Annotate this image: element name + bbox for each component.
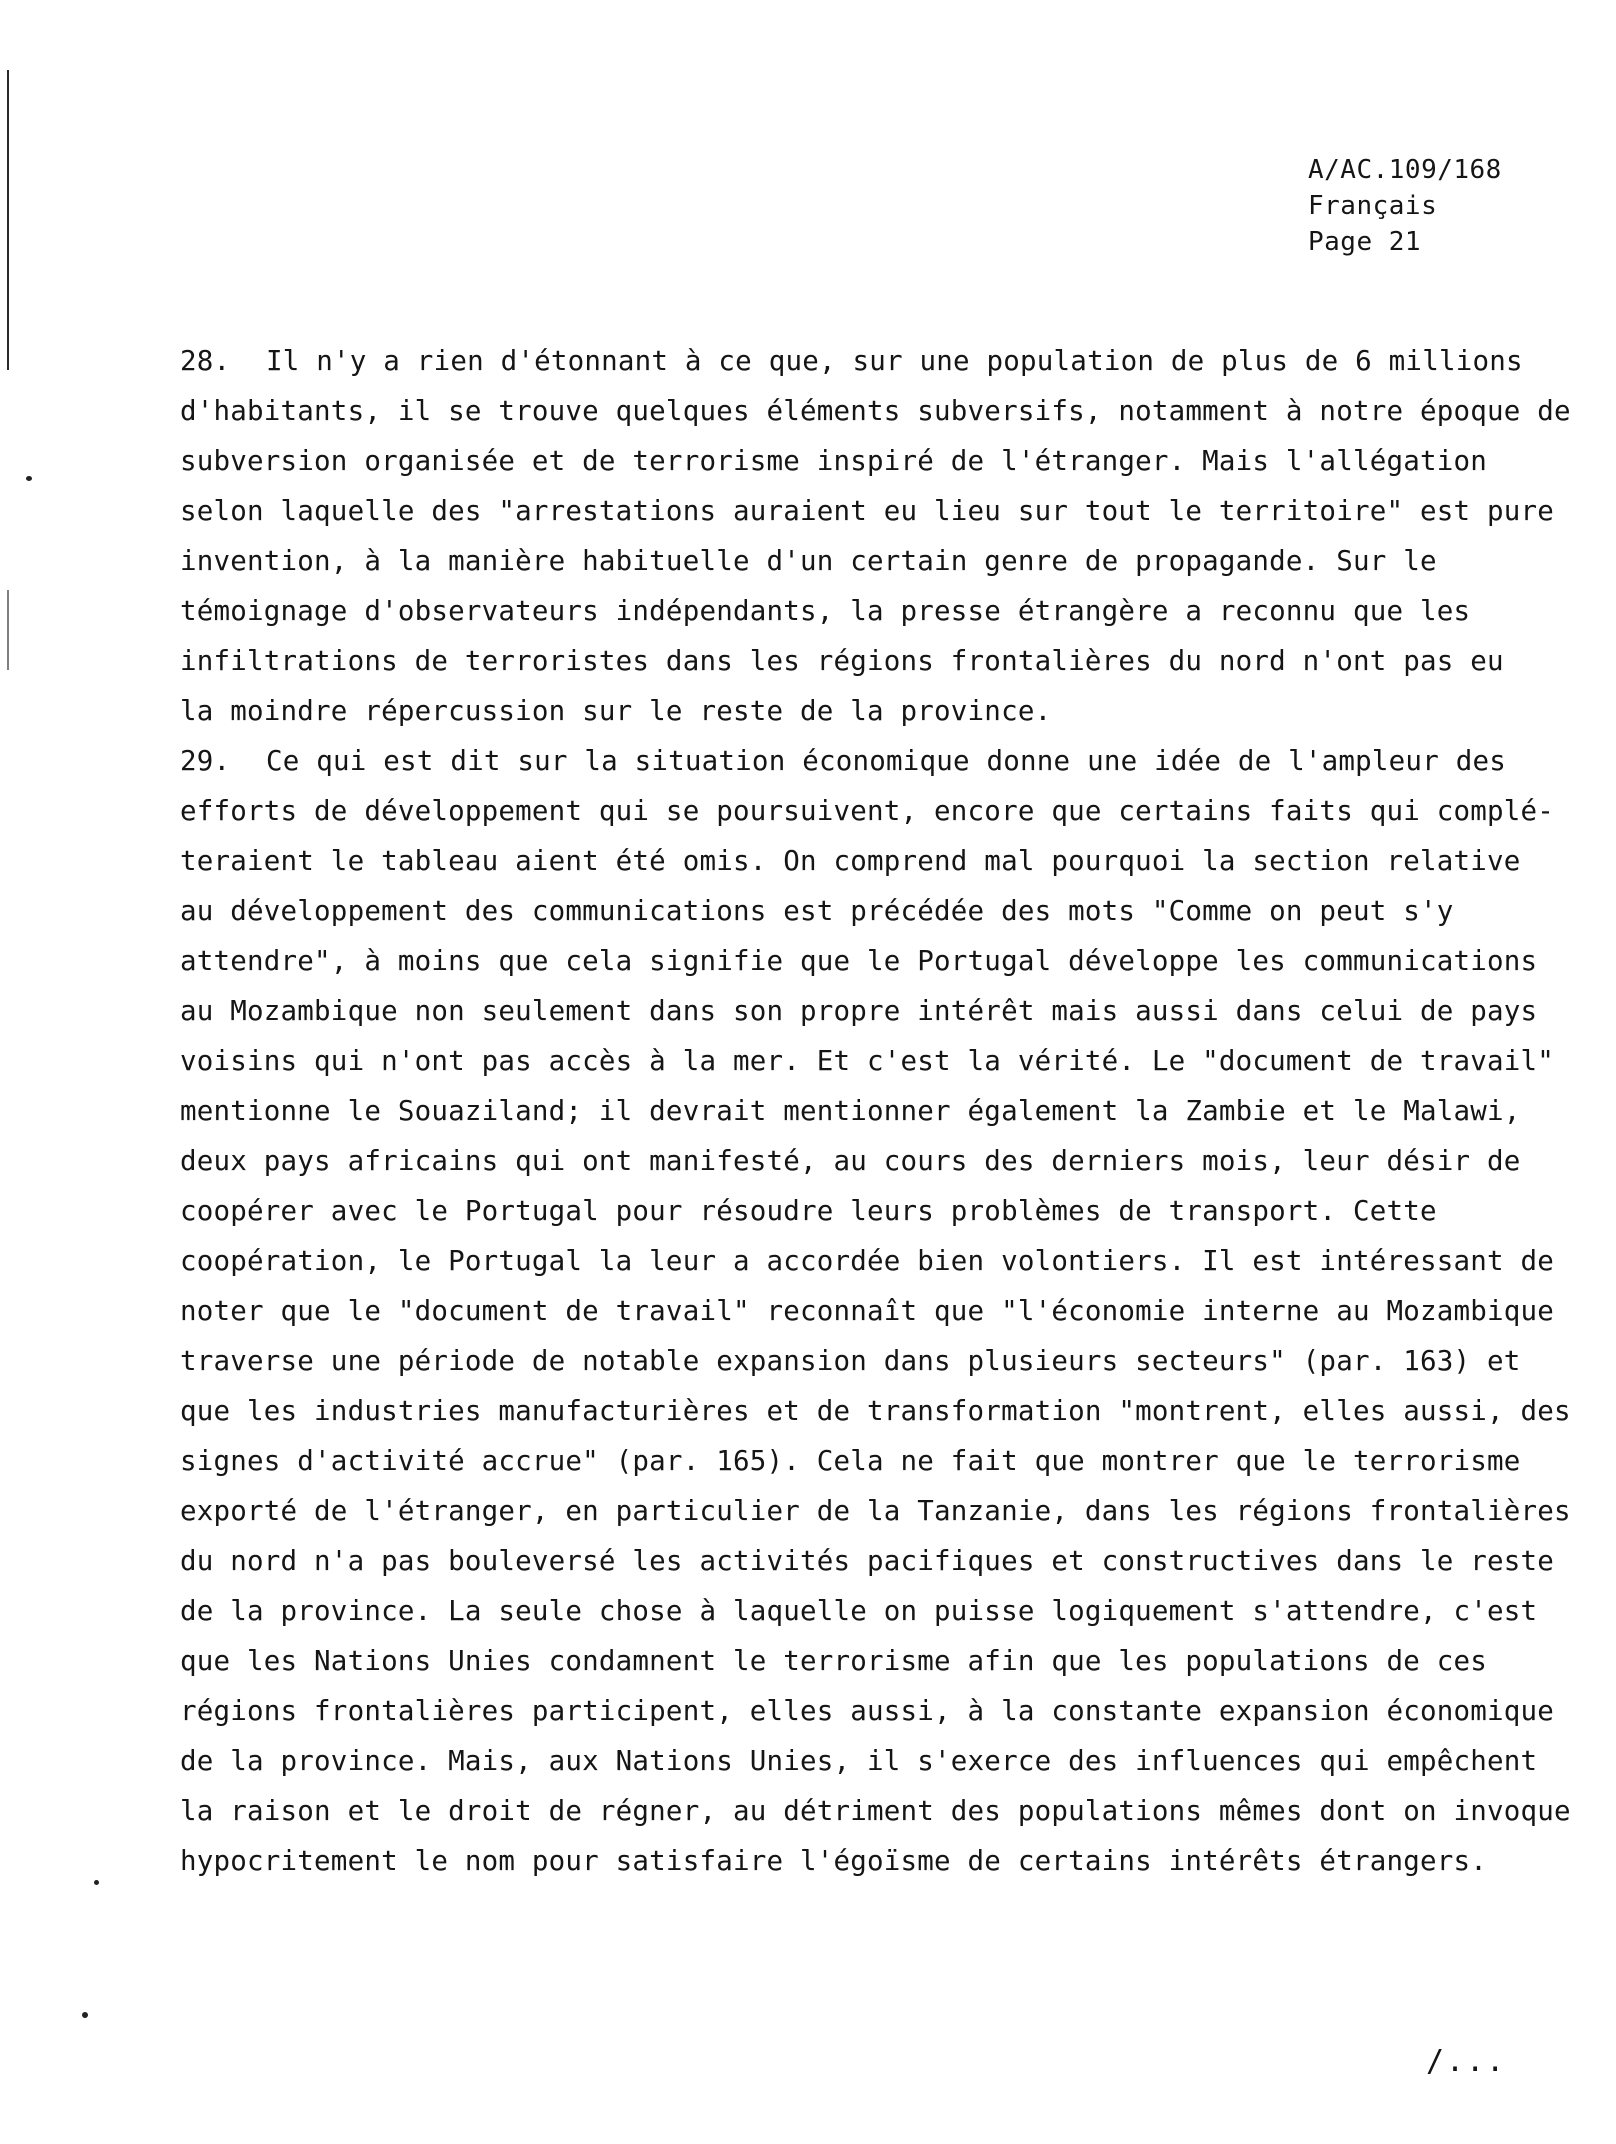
paragraph-29-line: teraient le tableau aient été omis. On comprend mal pourquoi la section relative	[180, 845, 1521, 877]
document-body	[180, 336, 1571, 1886]
paragraph-text: Il n'y a rien d'étonnant à ce que, sur une population de plus de 6 millions	[266, 345, 1523, 377]
scan-edge-line	[7, 590, 9, 670]
document-language: Français	[1308, 191, 1438, 221]
paragraph-29-line: deux pays africains qui ont manifesté, au cours des derniers mois, leur désir de	[180, 1145, 1521, 1177]
paragraph-29-line: du nord n'a pas bouleversé les activités pacifiques et constructives dans le reste	[180, 1545, 1555, 1577]
paragraph-28-line: subversion organisée et de terrorisme inspiré de l'étranger. Mais l'allégation	[180, 445, 1487, 477]
paragraph-29-line: régions frontalières participent, elles aussi, à la constante expansion économique	[180, 1695, 1555, 1727]
paragraph-28-line: invention, à la manière habituelle d'un certain genre de propagande. Sur le	[180, 545, 1437, 577]
paragraph-number: 29.	[180, 745, 231, 777]
paragraph-29-line: exporté de l'étranger, en particulier de la Tanzanie, dans les régions frontalières	[180, 1495, 1571, 1527]
paragraph-29-line: voisins qui n'ont pas accès à la mer. Et c'est la vérité. Le "document de travail"	[180, 1045, 1555, 1077]
paragraph-text: Ce qui est dit sur la situation économique donne une idée de l'ampleur des	[266, 745, 1506, 777]
paragraph-29-line: attendre", à moins que cela signifie que le Portugal développe les communications	[180, 945, 1538, 977]
paragraph-number: 28.	[180, 345, 231, 377]
paragraph-28-line: d'habitants, il se trouve quelques éléments subversifs, notamment à notre époque de	[180, 395, 1571, 427]
paragraph-29-line: au développement des communications est précédée des mots "Comme on peut s'y	[180, 895, 1454, 927]
paragraph-29-line	[180, 736, 1560, 786]
document-header	[1308, 152, 1502, 260]
paragraph-29-line: coopération, le Portugal la leur a accordée bien volontiers. Il est intéressant de	[180, 1245, 1555, 1277]
paragraph-29-line: efforts de développement qui se poursuivent, encore que certains faits qui complé-	[180, 795, 1555, 827]
paragraph-28-line	[180, 336, 1560, 386]
scan-speck	[26, 476, 32, 481]
paragraph-28-line: infiltrations de terroristes dans les régions frontalières du nord n'ont pas eu	[180, 645, 1504, 677]
paragraph-29-line: de la province. Mais, aux Nations Unies, il s'exerce des influences qui empêchent	[180, 1745, 1538, 1777]
paragraph-29-line: au Mozambique non seulement dans son propre intérêt mais aussi dans celui de pays	[180, 995, 1538, 1027]
paragraph-29-line: signes d'activité accrue" (par. 165). Cela ne fait que montrer que le terrorisme	[180, 1445, 1521, 1477]
paragraph-29-line: la raison et le droit de régner, au détriment des populations mêmes dont on invoque	[180, 1795, 1571, 1827]
page-number: Page 21	[1308, 227, 1422, 257]
scan-speck	[82, 2012, 88, 2018]
continuation-mark: /...	[1426, 2044, 1507, 2079]
document-symbol: A/AC.109/168	[1308, 155, 1502, 185]
scan-edge-line	[7, 70, 9, 370]
paragraph-29-line: hypocritement le nom pour satisfaire l'égoïsme de certains intérêts étrangers.	[180, 1845, 1487, 1877]
paragraph-29-line: mentionne le Souaziland; il devrait mentionner également la Zambie et le Malawi,	[180, 1095, 1521, 1127]
paragraph-29-line: traverse une période de notable expansion dans plusieurs secteurs" (par. 163) et	[180, 1345, 1521, 1377]
paragraph-29-line: que les Nations Unies condamnent le terrorisme afin que les populations de ces	[180, 1645, 1487, 1677]
paragraph-29-line: noter que le "document de travail" reconnaît que "l'économie interne au Mozambique	[180, 1295, 1555, 1327]
paragraph-28-line: témoignage d'observateurs indépendants, la presse étrangère a reconnu que les	[180, 595, 1471, 627]
paragraph-28-line: la moindre répercussion sur le reste de la province.	[180, 695, 1052, 727]
paragraph-29-line: que les industries manufacturières et de transformation "montrent, elles aussi, des	[180, 1395, 1571, 1427]
paragraph-29-line: coopérer avec le Portugal pour résoudre leurs problèmes de transport. Cette	[180, 1195, 1437, 1227]
paragraph-28-line: selon laquelle des "arrestations auraient eu lieu sur tout le territoire" est pure	[180, 495, 1555, 527]
paragraph-29-line: de la province. La seule chose à laquelle on puisse logiquement s'attendre, c'est	[180, 1595, 1538, 1627]
scan-speck	[94, 1880, 99, 1885]
